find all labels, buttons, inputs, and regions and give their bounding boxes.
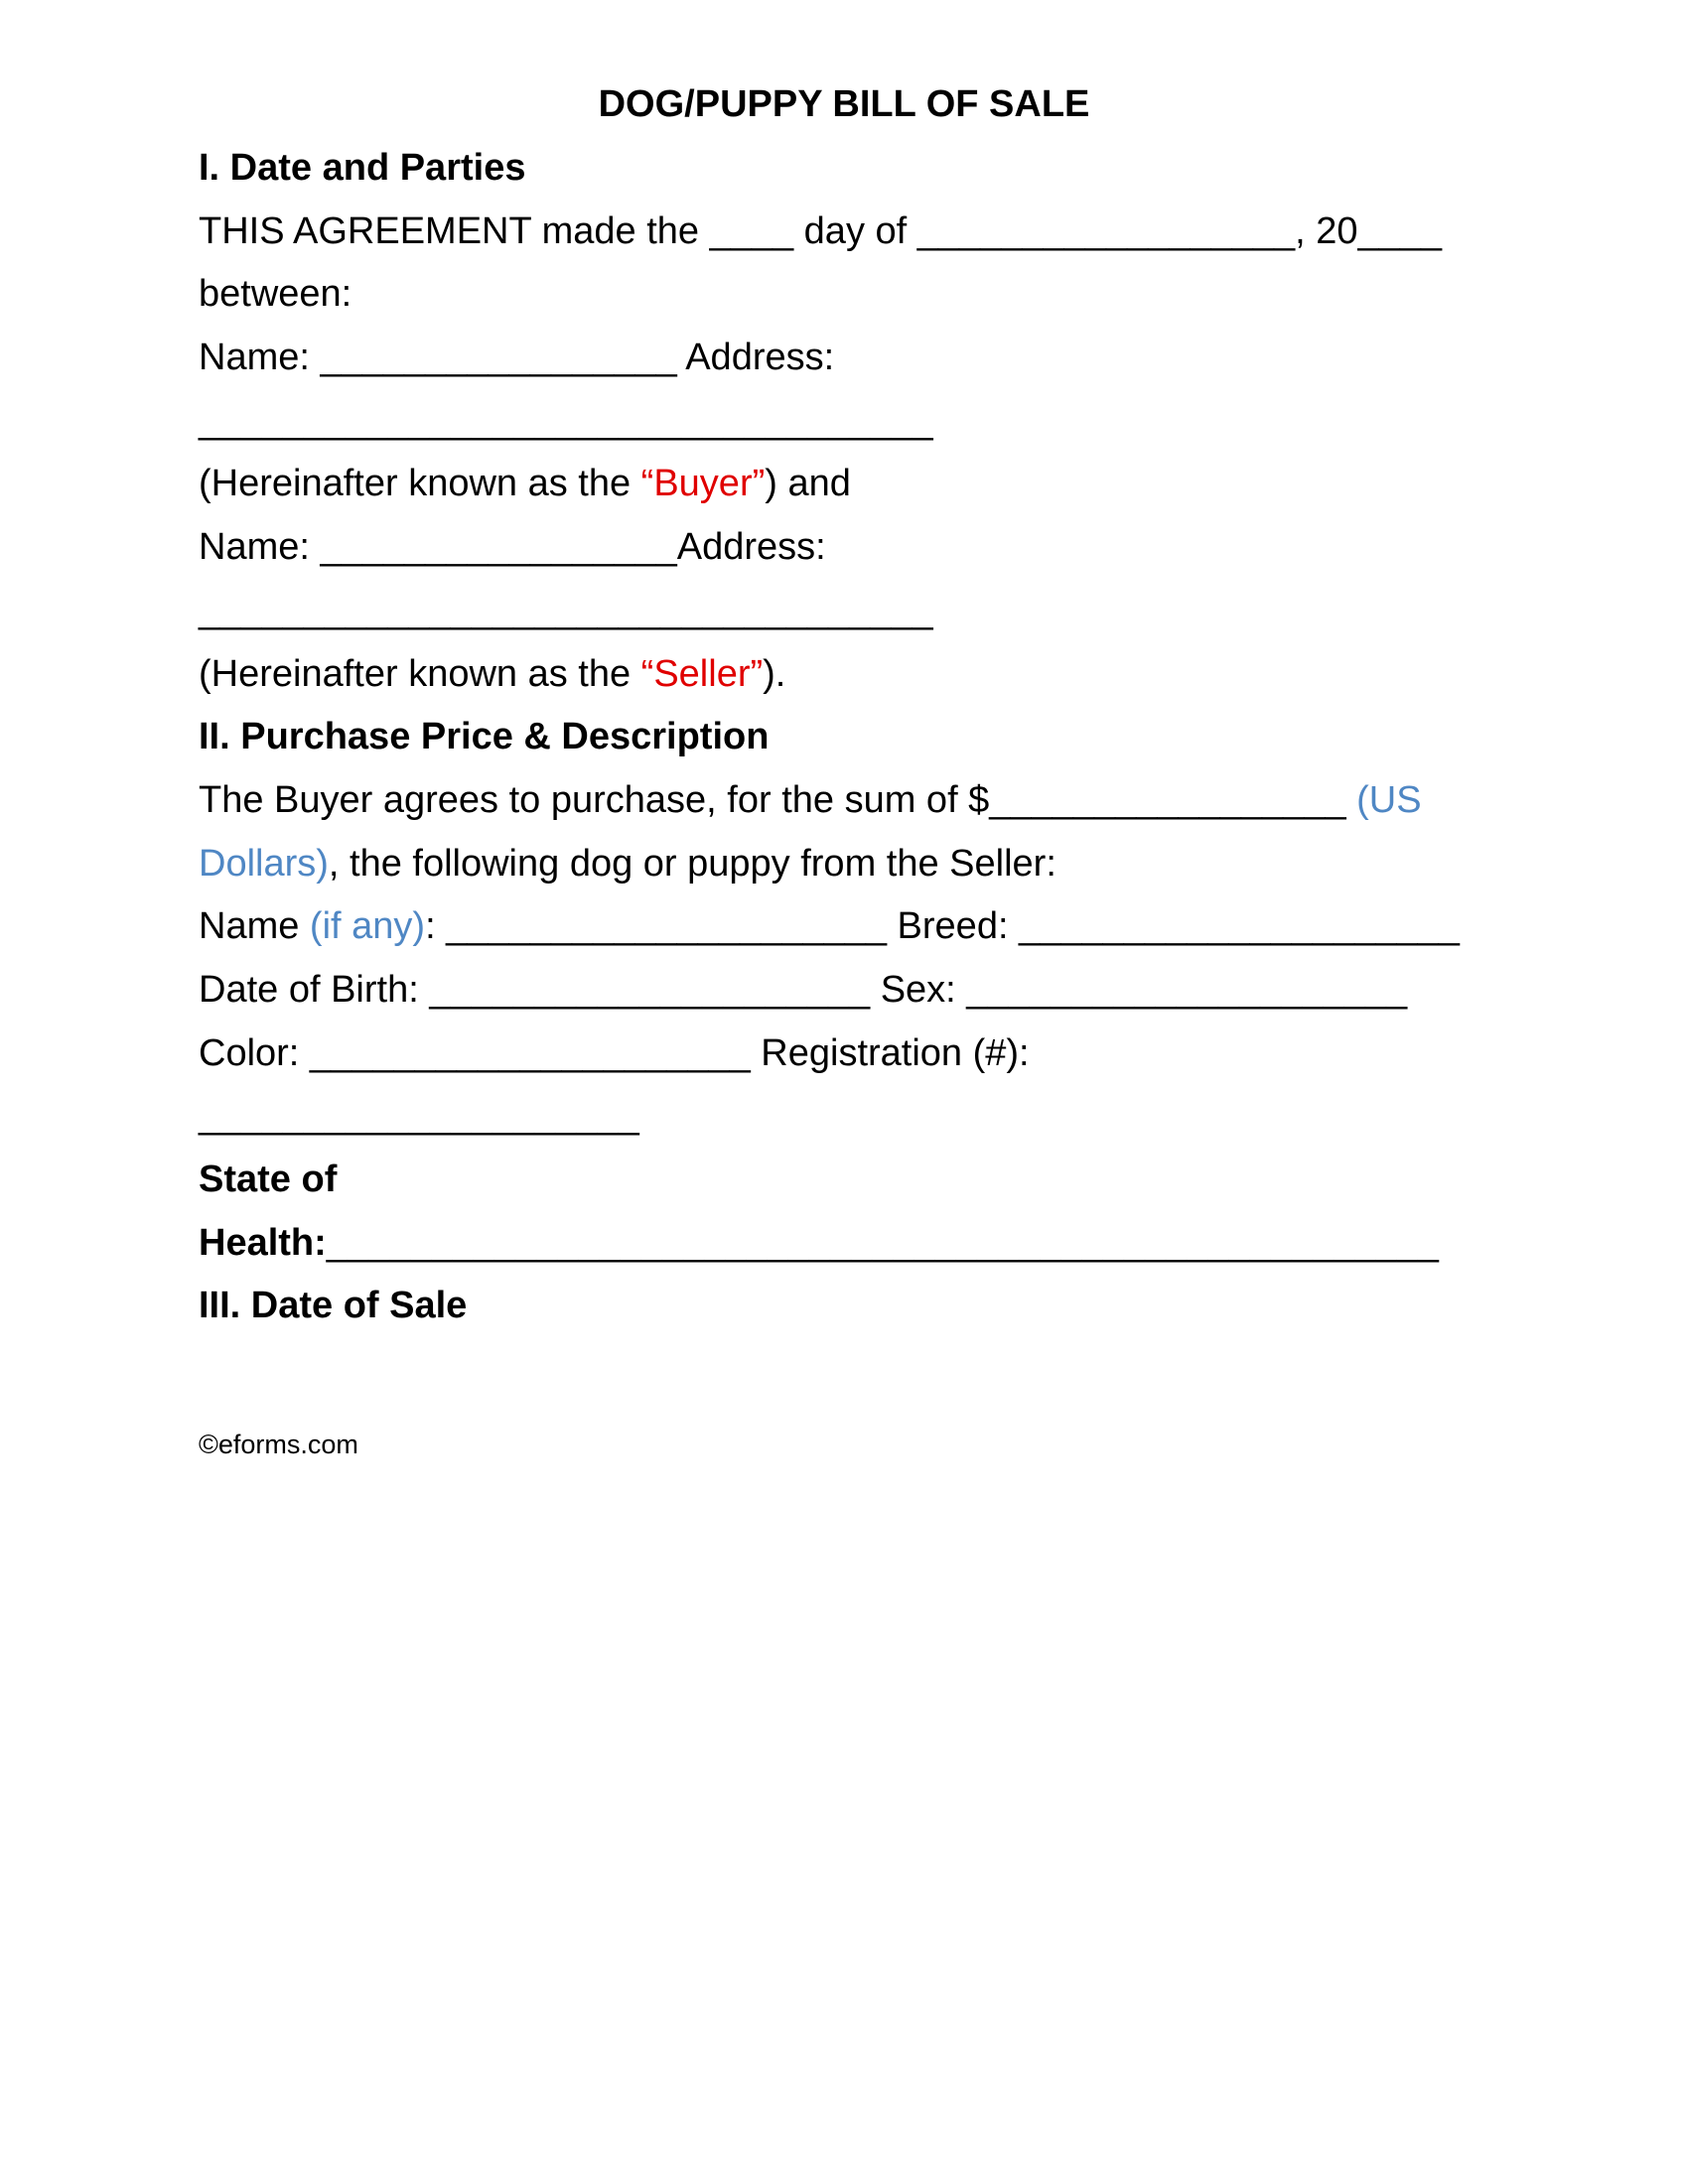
purchase-description-text: , the following dog or puppy from the Seller: [328, 843, 1056, 885]
buyer-name-address-line: Name: _________________ Address: [199, 337, 835, 378]
buyer-address-blank: ___________________________________ [199, 400, 933, 442]
agreement-line: THIS AGREEMENT made the ____ day of __________________, 20____ [199, 210, 1443, 252]
dob-sex-line: Date of Birth: _____________________ Sex: _____________________ [199, 969, 1408, 1011]
between-text: between: [199, 273, 352, 315]
dog-name-breed-line [199, 901, 1460, 951]
purchase-price-text: The Buyer agrees to purchase, for the sum of $_________________ [199, 779, 1357, 821]
seller-address-blank: ___________________________________ [199, 590, 933, 631]
buyer-known-suffix: ) and [765, 463, 851, 504]
health-label: Health: [199, 1222, 327, 1264]
buyer-known-as-line [199, 459, 851, 508]
section-2-heading: II. Purchase Price & Description [199, 716, 770, 757]
dog-name-breed-blanks: : _____________________ Breed: _____________________ [425, 905, 1460, 947]
state-of-health-label: State of [199, 1159, 338, 1200]
section-1-heading: I. Date and Parties [199, 147, 526, 189]
seller-known-prefix: (Hereinafter known as the [199, 653, 641, 695]
buyer-term: “Buyer” [640, 463, 766, 504]
currency-note-start: (US [1356, 779, 1422, 821]
buyer-known-prefix: (Hereinafter known as the [199, 463, 641, 504]
seller-term: “Seller” [640, 653, 764, 695]
dog-name-note: (if any) [309, 905, 426, 947]
section-3-heading: III. Date of Sale [199, 1285, 468, 1326]
seller-name-address-line: Name: _________________Address: [199, 526, 826, 568]
health-line [199, 1218, 1439, 1268]
document-title: DOG/PUPPY BILL OF SALE [598, 83, 1090, 125]
purchase-price-line [199, 775, 1422, 825]
health-blank: _____________________________________________________ [326, 1222, 1439, 1264]
dog-name-label: Name [199, 905, 310, 947]
seller-known-suffix: ). [763, 653, 786, 695]
registration-blank: _____________________ [199, 1095, 639, 1137]
color-registration-line: Color: _____________________ Registration (#): [199, 1032, 1030, 1074]
copyright-footer: ©eforms.com [199, 1430, 358, 1459]
purchase-price-line-2 [199, 839, 1056, 888]
seller-known-as-line [199, 649, 785, 699]
currency-note-end: Dollars) [199, 843, 329, 885]
